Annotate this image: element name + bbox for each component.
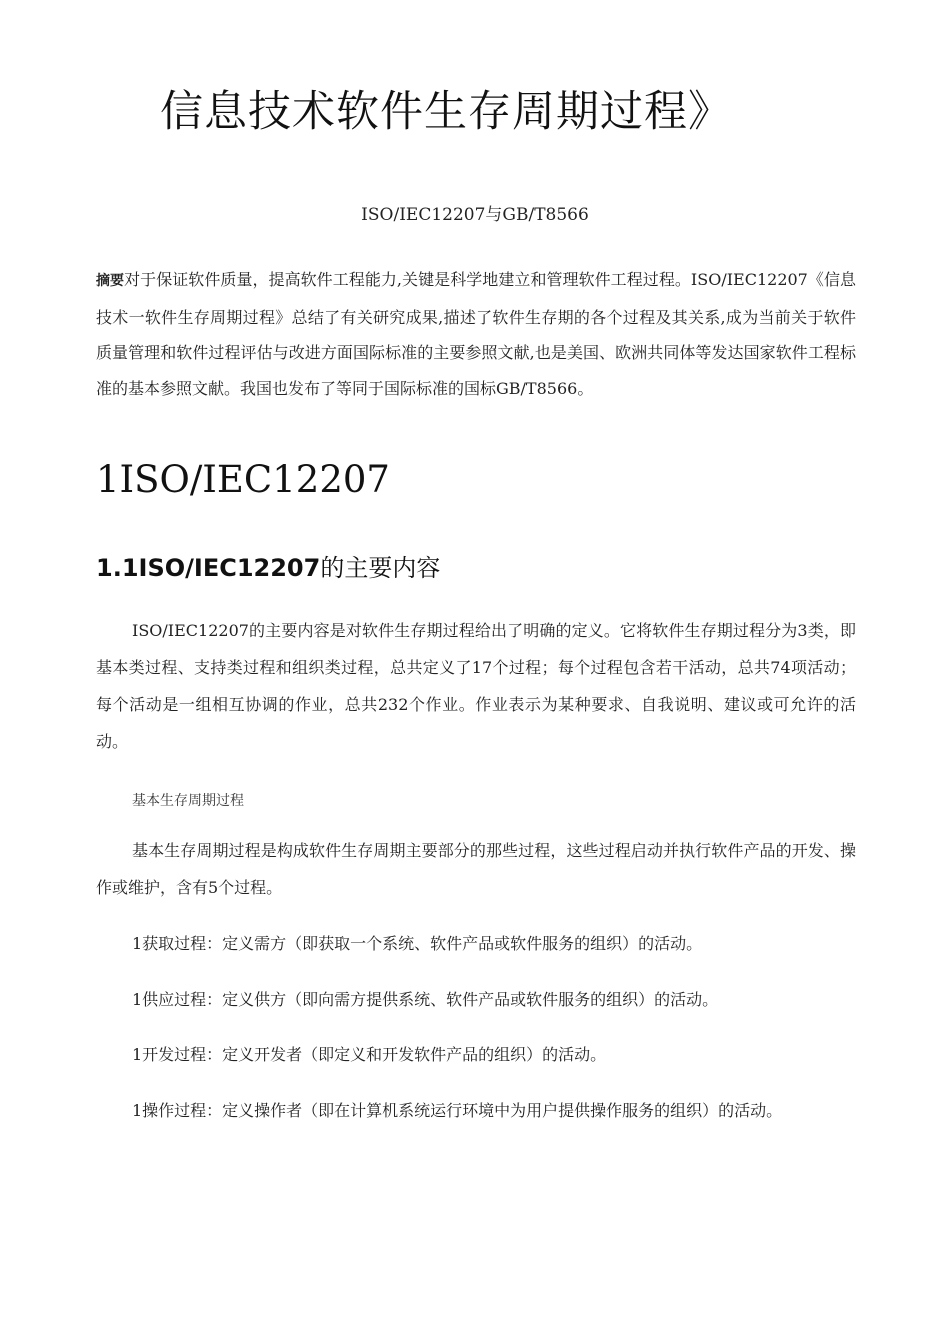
- abstract-lead: 摘要: [96, 273, 125, 289]
- document-title: 信息技术软件生存周期过程》: [160, 87, 732, 137]
- section-1-1-heading: [96, 548, 440, 583]
- sub-label: 基本生存周期过程: [132, 793, 244, 809]
- document-subtitle: ISO/IEC12207与GB/T8566: [361, 205, 589, 225]
- list-item: 1操作过程：定义操作者（即在计算机系统运行环境中为用户提供操作服务的组织）的活动。: [132, 1101, 783, 1120]
- section-1-1-title: 的主要内容: [320, 554, 441, 582]
- section-1-heading: 1ISO/IEC12207: [96, 458, 390, 501]
- list-item: 1供应过程：定义供方（即向需方提供系统、软件产品或软件服务的组织）的活动。: [132, 990, 719, 1009]
- abstract-text: 对于保证软件质量，提高软件工程能力,关键是科学地建立和管理软件工程过程。ISO/IEC12207《信息技术一软件生存周期过程》总结了有关研究成果,描述了软件生存期的各个过程及其关系,成为当前关于软件质量管理和软件过程评估与改进方面国际标准的主要参照文献,也是美国、欧洲共同体等发达国家软件工程标准的基本参照文献。我国也发布了等同于国际标准的国标GB/T8566。: [96, 270, 856, 398]
- list-item: 1获取过程：定义需方（即获取一个系统、软件产品或软件服务的组织）的活动。: [132, 934, 703, 953]
- list-item: 1开发过程：定义开发者（即定义和开发软件产品的组织）的活动。: [132, 1045, 607, 1064]
- abstract-paragraph: [96, 262, 856, 406]
- basic-process-intro: 基本生存周期过程是构成软件生存周期主要部分的那些过程，这些过程启动并执行软件产品的开发、操作或维护，含有5个过程。: [96, 841, 856, 897]
- section-1-1-number: 1.1ISO/IEC12207: [96, 554, 321, 582]
- section-1-1-paragraph: ISO/IEC12207的主要内容是对软件生存期过程给出了明确的定义。它将软件生存期过程分为3类，即基本类过程、支持类过程和组织类过程，总共定义了17个过程；每个过程包含若干活动，总共74项活动；每个活动是一组相互协调的作业，总共232个作业。作业表示为某种要求、自我说明、建议或可允许的活动。: [96, 621, 856, 751]
